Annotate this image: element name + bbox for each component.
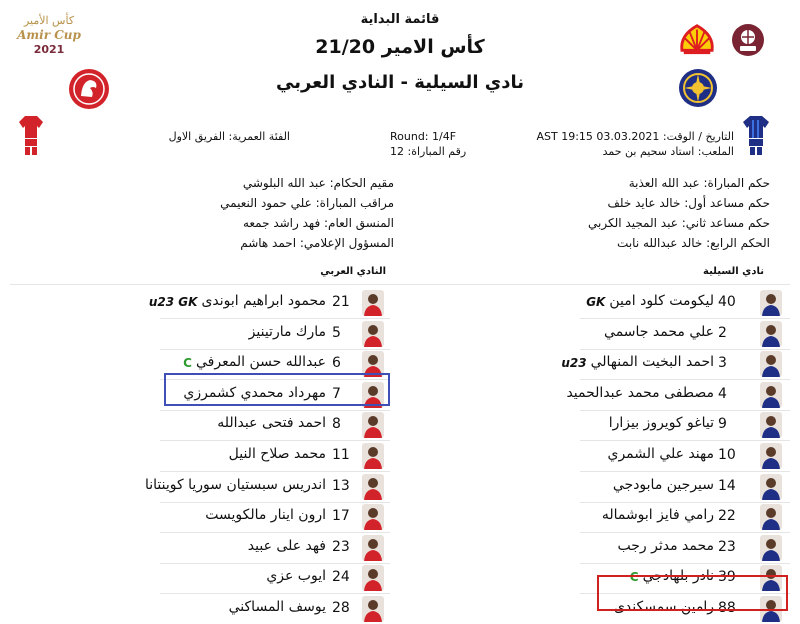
qfa-logo-icon [730,22,766,58]
away_team-player-row [0,349,800,379]
lineup-title: قائمة البداية [360,12,440,27]
home-kit-icon [742,114,770,156]
official-referee: حكم المباراة: عبد الله العذبة [628,176,770,190]
amir-cup-logo [14,14,84,62]
player-name: فهد على عبيد [247,538,326,554]
away-team-heading: النادي العربي [320,266,386,277]
player-name: احمد البخيت المنهالي [590,354,714,370]
player-number: 88 [718,600,736,616]
player-number: 23 [332,539,350,555]
player-number: 21 [332,294,350,310]
player-avatar [362,535,384,561]
away_team-player-row [0,288,800,318]
player-name: مصطفى محمد عبدالحميد [566,385,714,401]
player-number: 8 [332,416,341,432]
player-avatar [362,290,384,316]
captain-badge: C [629,570,639,584]
player-name: سيرجين مابودجي [612,477,714,493]
player-name: اندريس سبستيان سوريا كوينتانا [145,477,326,493]
official-general-coordinator: المنسق العام: فهد راشد جمعه [242,216,394,230]
player-number: 11 [332,447,350,463]
player-name: ايوب عزي [266,568,326,584]
away_team-player-row [0,533,800,563]
player-number: 10 [718,447,736,463]
player-number: 17 [332,508,350,524]
player-number: 28 [332,600,350,616]
player-number: 39 [718,569,736,585]
match-number: رقم المباراة: 12 [390,145,467,158]
official-referee-assessor: مقيم الحكام: عبد الله البلوشي [242,176,394,190]
player-name: يوسف المساكني [228,599,326,615]
official-match-commissioner: مراقب المباراة: علي حمود النعيمي [220,196,394,210]
away-kit-icon [18,114,44,156]
player-name: رامين سمسكندى [613,599,714,615]
shell-logo-icon [678,22,716,56]
player-name: مارك مارتينيز [248,324,326,340]
amir-cup-arabic-text: كأس الأمير [23,14,75,27]
player-number: 40 [718,294,736,310]
player-number: 13 [332,478,350,494]
player-name: محمود ابراهيم ابوندى [201,293,326,309]
player-name: مهرداد محمدي كشمرزي [183,385,326,401]
player-name: محمد مدثر رجب [617,538,714,554]
player-number: 2 [718,325,727,341]
player-number: 9 [718,416,727,432]
home-team-heading: نادي السيلية [703,266,764,277]
away_team-player-row [0,502,800,532]
highlight-box-red [597,575,788,611]
player-avatar [362,504,384,530]
official-fourth: الحكم الرابع: خالد عبدالله نابت [617,236,770,250]
away_team-player-row [0,410,800,440]
al-sailiya-crest-icon [678,68,718,108]
match-venue: الملعب: استاد سحيم بن حمد [602,145,734,158]
official-media-officer: المسؤول الإعلامي: احمد هاشم [240,236,394,250]
player-name: عبدالله حسن المعرفي [195,354,326,370]
player-avatar [362,474,384,500]
player-name: مهند علي الشمري [607,446,714,462]
away_team-player-row [0,472,800,502]
player-number: 14 [718,478,736,494]
al-arabi-crest-icon [68,68,110,110]
captain-badge: C [183,356,192,370]
player-number: 5 [332,325,341,341]
competition-title: كأس الامير 21/20 [315,36,485,58]
player-name: علي محمد جاسمي [604,324,714,340]
official-assistant-1: حكم مساعد أول: خالد عايد خلف [607,196,770,210]
amir-cup-year: 2021 [33,43,65,56]
player-number: 23 [718,539,736,555]
match-title: نادي السيلية - النادي العربي [275,72,525,93]
player-number: 7 [332,386,341,402]
player-avatar [362,412,384,438]
player-name: محمد صلاح النيل [228,446,326,462]
player-avatar [362,443,384,469]
player-tag: u23 GK [148,295,198,309]
player-number: 3 [718,355,727,371]
amir-cup-english-text: Amir Cup [17,28,81,42]
player-avatar [362,321,384,347]
player-tag: GK [586,295,606,309]
away_team-player-row [0,319,800,349]
away_team-player-row [0,380,800,410]
age-category: الفئة العمرية: الفريق الاول [168,130,290,143]
player-number: 22 [718,508,736,524]
player-name: تياغو كويروز بيزارا [608,415,714,431]
section-divider [10,284,790,285]
player-number: 24 [332,569,350,585]
match-date-time: التاريخ / الوقت: 03.03.2021 AST 19:15 [536,130,734,143]
player-avatar [362,565,384,591]
highlight-box-blue [164,373,390,406]
player-name: رامي فايز ابوشماله [601,507,714,523]
player-number: 6 [332,355,341,371]
player-name: نادر بلهادجي [642,568,714,584]
player-name: ارون اينار مالكويست [205,507,326,523]
player-number: 4 [718,386,727,402]
player-name: ليكومت كلود امين [609,293,714,309]
player-name: احمد فتحى عبدالله [217,415,326,431]
player-avatar [362,596,384,622]
official-assistant-2: حكم مساعد ثاني: عبد المجيد الكربي [588,216,770,230]
away_team-player-row [0,441,800,471]
player-tag: u23 [561,356,587,370]
match-round: Round: 1/4F [390,130,457,143]
